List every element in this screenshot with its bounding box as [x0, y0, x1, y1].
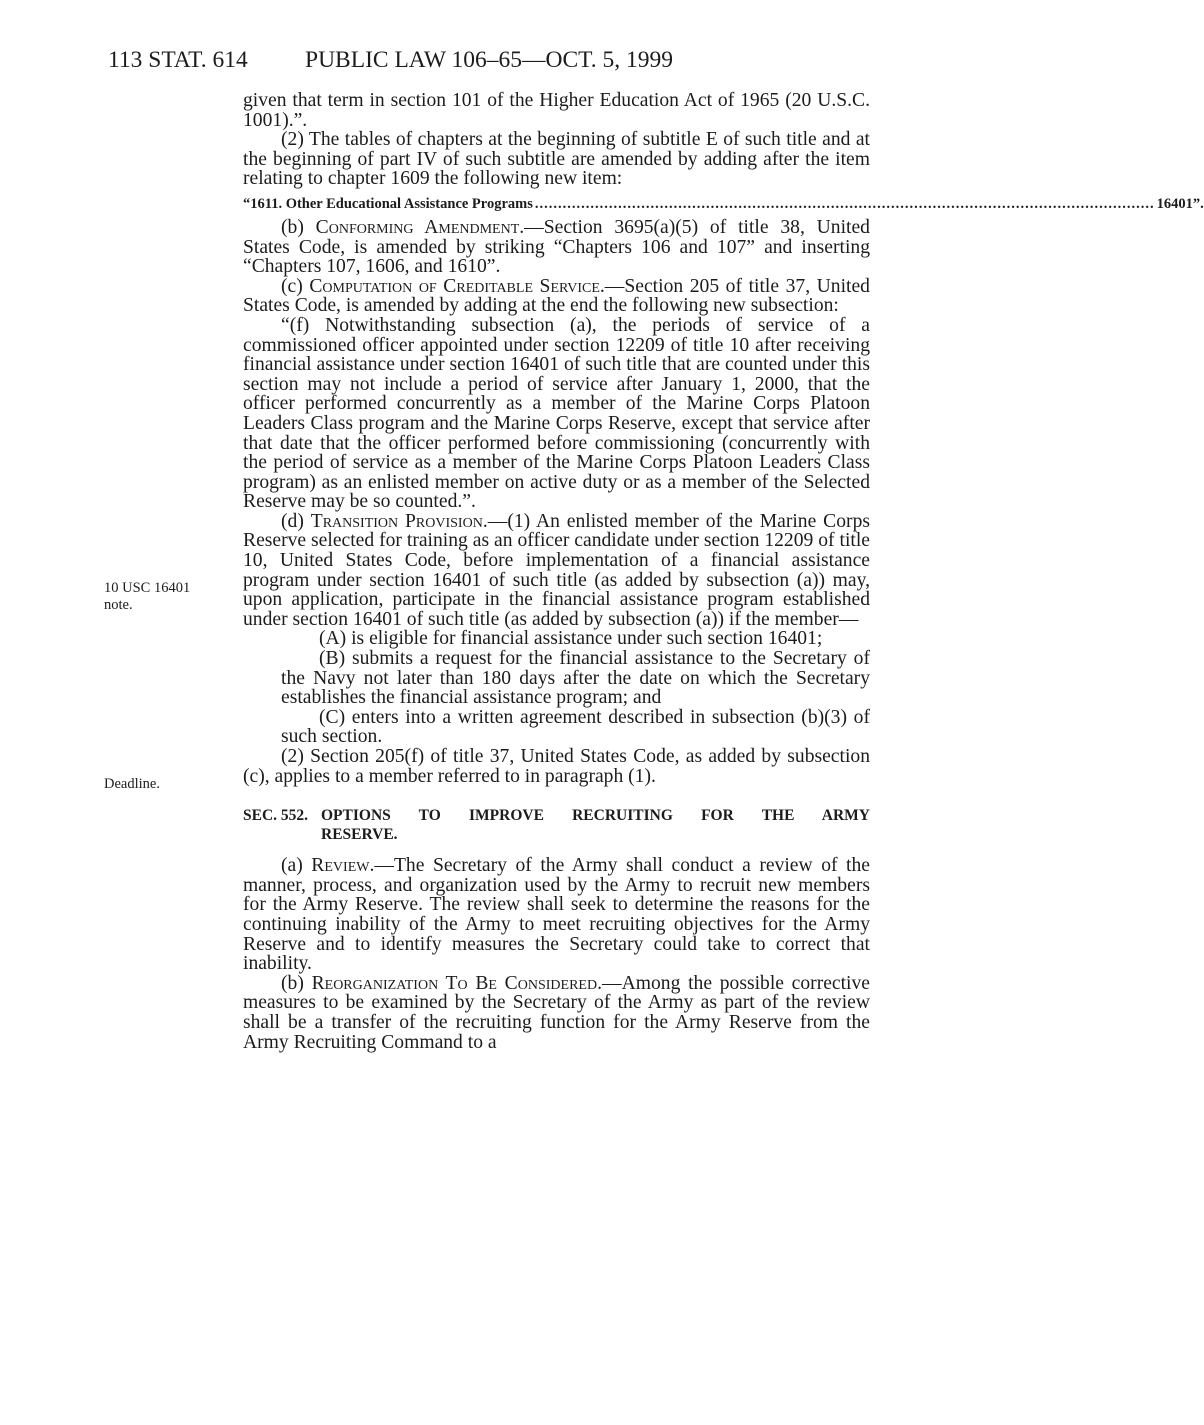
margin-note-deadline: Deadline.	[104, 776, 160, 792]
paragraph-computation-of-creditable-service	[243, 277, 870, 316]
subsection-d-text: —(1) An enlisted member of the Marine Corps Reserve selected for training as an officer candidate under section 12209 of title 10, United States Code, before implementation of a financial assistance program under section 16401 of such title (as added by subsection (a)) may, upon application, participate in the financial assistance program established under section 16401 of such title (as added by subsection (a)) if the member—	[243, 510, 870, 630]
subsection-a2-text: —The Secretary of the Army shall conduct a review of the manner, process, and organization used by the Army to recruit new members for the Army Reserve. The review shall seek to determine the reasons for the continuing inability of the Army to meet recruiting objectives for the Army Reserve and to identify measures the Secretary could take to correct that inability.	[243, 855, 870, 975]
subsection-d-heading: Transition Provision.	[310, 510, 488, 532]
subsection-b2-heading: Reorganization To Be Considered.	[311, 972, 602, 994]
margin-note-usc-line2: note.	[104, 597, 133, 613]
page-header	[108, 42, 868, 78]
subsection-b-text: —Section 3695(a)(5) of title 38, United States Code, is amended by striking “Chapters 106 and 107” and inserting “Chapters 107, 1606, and 1610”.	[243, 216, 870, 278]
paragraph-tables-of-chapters: (2) The tables of chapters at the beginning of subtitle E of such title and at the beginning of part IV of such subtitle are amended by adding after the item relating to chapter 1609 the following new item:	[243, 129, 870, 190]
paragraph-reorganization	[243, 974, 870, 1052]
subsection-c-text: —Section 205 of title 37, United States Code, is amended by adding at the end the following new subsection:	[243, 275, 870, 317]
clause-B: (B) submits a request for the financial assistance to the Secretary of the Navy not later than 180 days after the date on which the Secretary establishes the financial assistance program; and	[281, 648, 870, 709]
paragraph-continuation: given that term in section 101 of the Higher Education Act of 1965 (20 U.S.C. 1001).”.	[243, 90, 870, 131]
body-text	[243, 90, 1204, 1053]
subsection-b-prefix: (b)	[281, 216, 316, 238]
subsection-b-heading: Conforming Amendment.	[315, 216, 525, 238]
toc-item-label: “1611. Other Educational Assistance Programs	[243, 195, 533, 212]
page-number: 113 STAT. 614	[108, 47, 248, 73]
margin-note-usc-line1: 10 USC 16401	[104, 580, 191, 596]
margin-note-usc	[104, 580, 224, 614]
paragraph-conforming-amendment	[243, 218, 870, 277]
toc-leader-dots: ......................................................................................................................................	[534, 195, 1155, 212]
table-of-chapters-item	[243, 195, 1204, 213]
paragraph-2-applicability: (2) Section 205(f) of title 37, United States Code, as added by subsection (c), applies to a member referred to in paragraph (1).	[243, 746, 870, 787]
paragraph-review	[243, 856, 870, 974]
subsection-b2-text: —Among the possible corrective measures to be examined by the Secretary of the Army as part of the review shall be a transfer of the recruiting function for the Army Reserve from the Army Recruiting Command to a	[243, 972, 870, 1053]
subsection-c-heading: Computation of Creditable Service.	[309, 275, 605, 297]
section-heading	[243, 806, 870, 844]
clause-A: (A) is eligible for financial assistance under such section 16401;	[319, 628, 823, 650]
section-number: SEC. 552.	[243, 807, 309, 825]
toc-item-number: 16401”.	[1156, 195, 1204, 212]
subsection-d-prefix: (d)	[281, 510, 311, 532]
subsection-a2-heading: Review.	[311, 855, 375, 877]
subsection-c-prefix: (c)	[281, 275, 310, 297]
public-law-citation: PUBLIC LAW 106–65—OCT. 5, 1999	[305, 47, 674, 73]
paragraph-transition-provision	[243, 512, 870, 630]
subsection-a2-prefix: (a)	[281, 855, 312, 877]
clause-C: (C) enters into a written agreement described in subsection (b)(3) of such section.	[281, 706, 870, 748]
subsection-b2-prefix: (b)	[281, 972, 312, 994]
paragraph-subsection-f: “(f) Notwithstanding subsection (a), the periods of service of a commissioned officer appointed under section 12209 of title 10 after receiving financial assistance under section 16401 of such title that are counted under this section may not include a period of service after January 1, 2000, that the officer performed concurrently as a member of the Marine Corps Platoon Leaders Class program and the Marine Corps Reserve, except that service after that date that the officer performed before commissioning (concurrently with the period of service as a member of the Marine Corps Platoon Leaders Class program) as an enlisted member on active duty or as a member of the Selected Reserve may be so counted.”.	[243, 314, 870, 513]
section-title: OPTIONS TO IMPROVE RECRUITING FOR THE ARMY RESERVE.	[321, 807, 870, 844]
